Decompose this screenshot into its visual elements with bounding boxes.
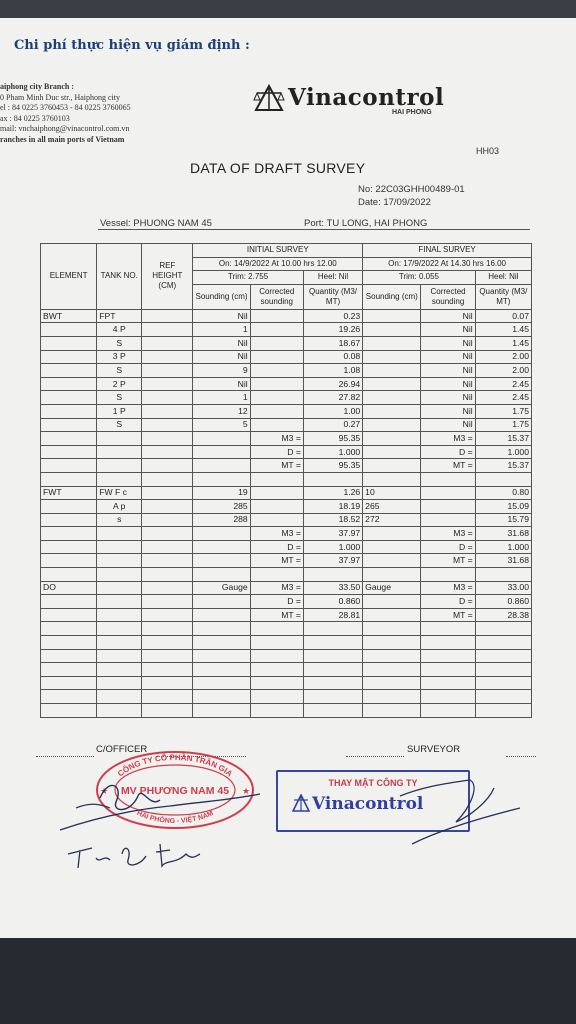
initial-quantity-cell: 95.35 [303,432,362,446]
element-cell: DO [41,581,97,595]
initial-sounding-cell: Nil [193,350,250,364]
red-stamp-vessel-text: MV PHƯƠNG NAM 45 [120,785,230,797]
initial-corrected-cell: D = [250,540,303,554]
final-corrected-cell: D = [421,595,475,609]
initial-corrected-cell: MT = [250,554,303,568]
initial-trim: Trim: 2.755 [193,271,303,285]
branch-line: ranches in all main ports of Vietnam [0,134,125,144]
document-date: Date: 17/09/2022 [358,197,431,208]
initial-quantity-cell: 26.94 [303,377,362,391]
branch-line: ax : 84 0225 3760103 [0,113,70,123]
red-stamp-star-left: ★ [100,786,109,796]
initial-quantity-cell: 37.97 [303,554,362,568]
initial-quantity-cell: 27.82 [303,391,362,405]
final-corrected-cell: M3 = [421,527,475,541]
initial-quantity-cell: 19.26 [303,323,362,337]
tank-cell: s [97,513,142,527]
final-corrected-cell: Nil [421,404,475,418]
tank-cell: 3 P [97,350,142,364]
final-quantity-cell: 0.860 [475,595,531,609]
document-title: DATA OF DRAFT SURVEY [190,160,366,176]
final-corrected-cell: M3 = [421,432,475,446]
red-stamp-star-right: ★ [242,786,251,796]
final-sounding-cell: Gauge [363,581,421,595]
red-stamp-place-text: HẢI PHÒNG - VIỆT NAM [135,809,215,825]
red-stamp-company-text: CÔNG TY CỔ PHẦN TRẦN GIA [116,752,234,779]
final-quantity-cell: 1.75 [475,418,531,432]
initial-corrected-cell: D = [250,445,303,459]
logo-city: HAI PHONG [392,109,432,116]
initial-corrected-cell: M3 = [250,581,303,595]
tank-cell: S [97,418,142,432]
blue-stamp-name: Vinacontrol [312,794,424,814]
final-corrected-cell: D = [421,540,475,554]
tank-cell: 2 P [97,377,142,391]
initial-quantity-cell: 37.97 [303,527,362,541]
final-quantity-cell: 15.09 [475,500,531,514]
initial-corrected-header: Corrected sounding [250,284,303,309]
header-final-survey: FINAL SURVEY [363,244,532,258]
initial-corrected-cell: D = [250,595,303,609]
initial-quantity-cell: 28.81 [303,608,362,622]
final-sounding-cell: 272 [363,513,421,527]
initial-corrected-cell: M3 = [250,432,303,446]
final-sounding-header: Sounding (cm) [363,284,421,309]
final-corrected-cell: Nil [421,391,475,405]
vessel-name: Vessel: PHUONG NAM 45 [100,218,212,229]
header-tank-no: TANK NO. [97,244,142,310]
header-ref-height: REF HEIGHT (CM) [142,244,193,310]
tank-cell: S [97,364,142,378]
initial-heel: Heel: Nil [303,271,362,285]
c-officer-label: C/OFFICER [96,744,148,755]
branch-line: 0 Pham Minh Duc str., Haiphong city [0,92,120,102]
initial-quantity-cell: 18.19 [303,500,362,514]
initial-quantity-cell: 0.860 [303,595,362,609]
photo-background-top [0,0,576,18]
initial-on-date: On: 14/9/2022 At 10.00 hrs 12.00 [193,257,363,271]
document-number: No: 22C03GHH00489-01 [358,184,465,195]
final-corrected-cell: Nil [421,309,475,323]
initial-quantity-cell: 1.00 [303,404,362,418]
initial-sounding-cell: 19 [193,486,250,500]
final-corrected-cell: MT = [421,554,475,568]
final-quantity-cell: 31.68 [475,527,531,541]
initial-quantity-cell: 33.50 [303,581,362,595]
initial-quantity-cell: 1.26 [303,486,362,500]
final-quantity-cell: 28.38 [475,608,531,622]
initial-quantity-cell: 0.23 [303,309,362,323]
initial-sounding-header: Sounding (cm) [193,284,250,309]
initial-quantity-cell: 0.08 [303,350,362,364]
final-quantity-cell: 2.00 [475,364,531,378]
header-element: ELEMENT [41,244,97,310]
initial-sounding-cell: 12 [193,404,250,418]
branch-line: mail: vnchaiphong@vinacontrol.com.vn [0,124,130,134]
photo-background-bottom [0,938,576,1024]
tank-cell: 4 P [97,323,142,337]
tank-cell: S [97,391,142,405]
initial-corrected-cell: M3 = [250,527,303,541]
final-quantity-header: Quantity (M3/ MT) [475,284,531,309]
initial-sounding-cell: 1 [193,323,250,337]
final-corrected-cell: Nil [421,336,475,350]
final-corrected-cell: Nil [421,377,475,391]
initial-quantity-cell: 0.27 [303,418,362,432]
final-quantity-cell: 15.37 [475,459,531,473]
initial-sounding-cell: Nil [193,336,250,350]
final-quantity-cell: 1.45 [475,323,531,337]
branch-line: el : 84 0225 3760453 - 84 0225 3760065 [0,103,131,113]
final-corrected-cell: D = [421,445,475,459]
final-corrected-cell: MT = [421,608,475,622]
initial-quantity-cell: 1.000 [303,540,362,554]
initial-quantity-header: Quantity (M3/ MT) [303,284,362,309]
tank-cell: A p [97,500,142,514]
final-quantity-cell: 0.07 [475,309,531,323]
initial-sounding-cell: Gauge [193,581,250,595]
final-corrected-header: Corrected sounding [421,284,475,309]
element-cell: BWT [41,309,97,323]
initial-quantity-cell: 18.67 [303,336,362,350]
tank-cell: FPT [97,309,142,323]
blue-stamp-heading: THAY MẶT CÔNG TY [328,778,418,788]
header-initial-survey: INITIAL SURVEY [193,244,363,258]
surveyor-label: SURVEYOR [407,744,461,755]
final-quantity-cell: 1.45 [475,336,531,350]
logo-wordmark: Vinacontrol [288,84,445,111]
final-quantity-cell: 31.68 [475,554,531,568]
initial-sounding-cell: 9 [193,364,250,378]
initial-sounding-cell: 5 [193,418,250,432]
final-corrected-cell: Nil [421,418,475,432]
tank-cell: FW F c [97,486,142,500]
initial-sounding-cell: Nil [193,377,250,391]
final-corrected-cell: MT = [421,459,475,473]
initial-sounding-cell: 1 [193,391,250,405]
initial-corrected-cell: MT = [250,608,303,622]
final-quantity-cell: 0.80 [475,486,531,500]
final-quantity-cell: 2.00 [475,350,531,364]
handwritten-title: Chi phí thực hiện vụ giám định : [14,38,250,53]
final-corrected-cell: Nil [421,350,475,364]
initial-corrected-cell: MT = [250,459,303,473]
final-quantity-cell: 1.75 [475,404,531,418]
branch-line: aiphong city Branch : [0,82,75,91]
handwritten-signatures [0,18,576,938]
initial-quantity-cell: 1.000 [303,445,362,459]
final-heel: Heel: Nil [475,271,531,285]
final-quantity-cell: 2.45 [475,377,531,391]
final-corrected-cell: Nil [421,323,475,337]
initial-quantity-cell: 18.52 [303,513,362,527]
final-on-date: On: 17/9/2022 At 14.30 hrs 16.00 [363,257,532,271]
document-code: HH03 [476,146,500,156]
initial-sounding-cell: 288 [193,513,250,527]
final-trim: Trim: 0.055 [363,271,476,285]
tank-cell: 1 P [97,404,142,418]
initial-quantity-cell: 1.08 [303,364,362,378]
final-sounding-cell: 10 [363,486,421,500]
initial-quantity-cell: 95.35 [303,459,362,473]
document-page [0,18,576,938]
element-cell: FWT [41,486,97,500]
port-name: Port: TU LONG, HAI PHONG [304,218,428,229]
final-corrected-cell: Nil [421,364,475,378]
tank-cell: S [97,336,142,350]
final-quantity-cell: 15.37 [475,432,531,446]
initial-sounding-cell: Nil [193,309,250,323]
final-quantity-cell: 33.00 [475,581,531,595]
final-quantity-cell: 1.000 [475,445,531,459]
final-quantity-cell: 1.000 [475,540,531,554]
final-quantity-cell: 15.79 [475,513,531,527]
final-sounding-cell: 265 [363,500,421,514]
initial-sounding-cell: 285 [193,500,250,514]
final-quantity-cell: 2.45 [475,391,531,405]
final-corrected-cell: M3 = [421,581,475,595]
